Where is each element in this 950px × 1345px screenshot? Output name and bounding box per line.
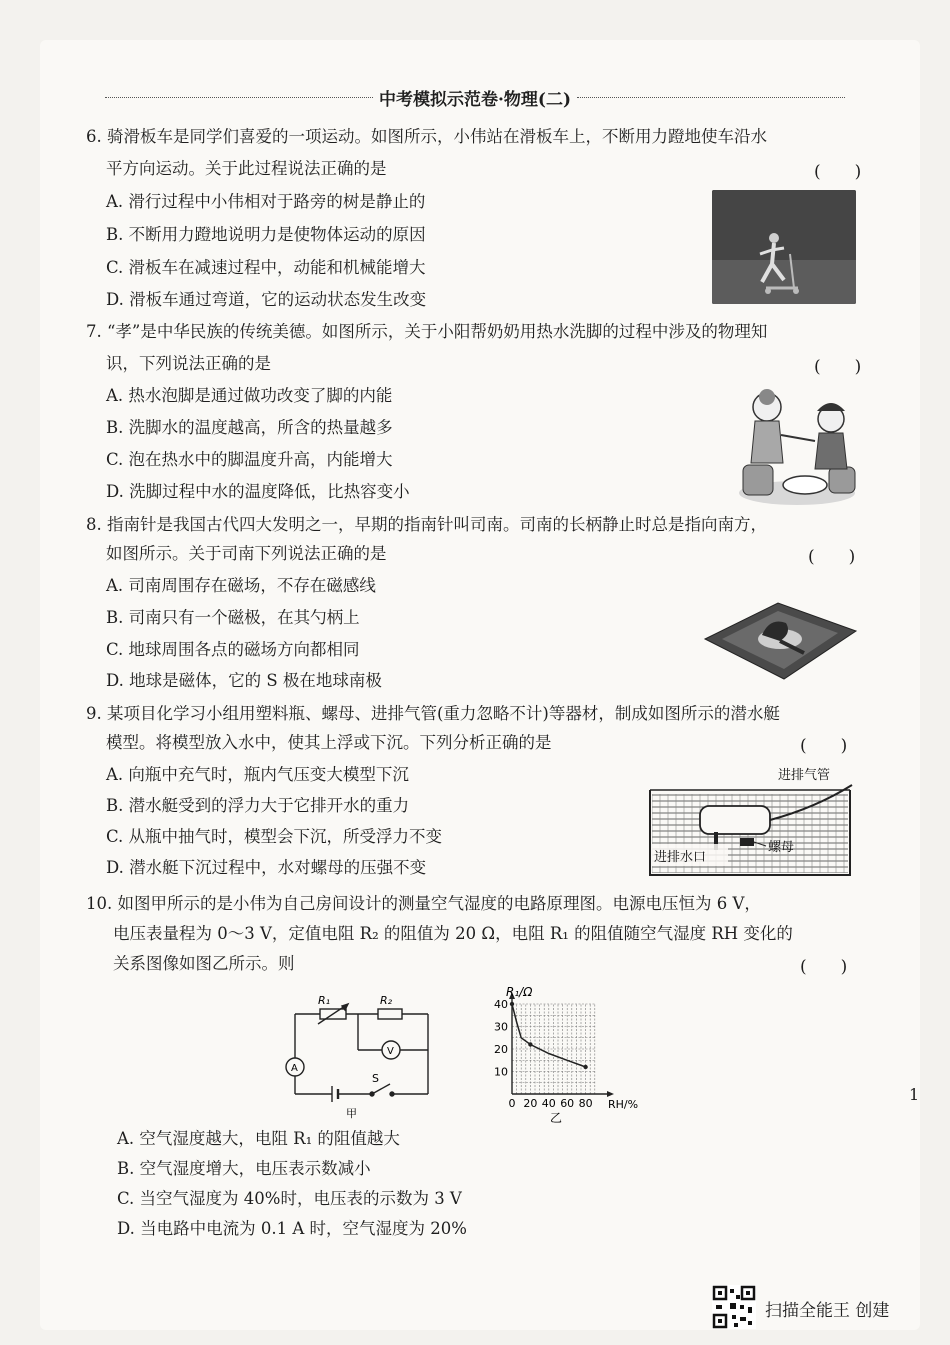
data-point [583, 1065, 587, 1069]
q10-option-c: C. 当空气湿度为 40%时，电压表的示数为 3 V [117, 1189, 462, 1208]
q7-stem-line1: 7. “孝”是中华民族的传统美德。如图所示，关于小阳帮奶奶用热水洗脚的过程中涉及的物理知 [86, 322, 768, 341]
r1-label: R₁ [318, 994, 331, 1007]
x-axis-arrow [607, 1091, 614, 1097]
foot-washing-illustration [735, 385, 860, 510]
q9-stem-line2: 模型。将模型放入水中，使其上浮或下沉。下列分析正确的是 [106, 733, 552, 752]
q9-option-b: B. 潜水艇受到的浮力大于它排开水的重力 [106, 796, 410, 815]
header-dots-left [105, 97, 373, 98]
q8-stem-line1: 8. 指南针是我国古代四大发明之一，早期的指南针叫司南。司南的长柄静止时总是指向南方， [86, 515, 767, 534]
header-dots-right [577, 97, 845, 98]
data-point [510, 1002, 514, 1006]
r2-label: R₂ [380, 994, 393, 1007]
q10-answer-paren: ( ) [800, 957, 848, 977]
circuit-diagram-jia [270, 990, 440, 1120]
q6-stem-line2: 平方向运动。关于此过程说法正确的是 [106, 159, 387, 178]
page-number: 1 [909, 1085, 920, 1104]
q8-option-b: B. 司南只有一个磁极，在其勺柄上 [106, 608, 360, 627]
chart-ticks [494, 998, 593, 1110]
x-tick-label: 40 [541, 1097, 556, 1110]
x-tick-label: 0 [508, 1097, 516, 1110]
scooter-photo [712, 190, 856, 304]
q7-option-d: D. 洗脚过程中水的温度降低，比热容变小 [106, 482, 410, 501]
chart-grid [512, 1004, 595, 1094]
compass-sinan-illustration [700, 595, 860, 685]
q10-stem-line1: 10. 如图甲所示的是小伟为自己房间设计的测量空气湿度的电路原理图。电源电压恒为 6 V， [86, 894, 761, 913]
q9-stem-line1: 9. 某项目化学习小组用塑料瓶、螺母、进排气管(重力忽略不计)等器材，制成如图所示的潜水艇 [86, 704, 780, 723]
submarine-model-figure [640, 760, 860, 885]
q9-option-d: D. 潜水艇下沉过程中，水对螺母的压强不变 [106, 858, 427, 877]
q7-option-b: B. 洗脚水的温度越高，所含的热量越多 [106, 418, 393, 437]
q8-stem-line2: 如图所示。关于司南下列说法正确的是 [106, 544, 387, 563]
x-tick-label: 80 [578, 1097, 593, 1110]
q7-option-c: C. 泡在热水中的脚温度升高，内能增大 [106, 450, 393, 469]
resistance-humidity-chart [470, 982, 660, 1132]
q6-option-d: D. 滑板车通过弯道，它的运动状态发生改变 [106, 290, 427, 309]
page-title: 中考模拟示范卷·物理(二) [379, 89, 572, 110]
q6-option-a: A. 滑行过程中小伟相对于路旁的树是静止的 [106, 192, 426, 211]
chart-axes [509, 992, 614, 1097]
q10-option-d: D. 当电路中电流为 0.1 A 时，空气湿度为 20% [117, 1219, 467, 1238]
nut-label: 螺母 [768, 840, 795, 855]
q7-answer-paren: ( ) [814, 357, 862, 377]
q8-option-d: D. 地球是磁体，它的 S 极在地球南极 [106, 671, 382, 690]
q6-option-c: C. 滑板车在减速过程中，动能和机械能增大 [106, 258, 426, 277]
q6-stem-line1: 6. 骑滑板车是同学们喜爱的一项运动。如图所示，小伟站在滑板车上，不断用力蹬地使车沿水 [86, 127, 767, 146]
x-tick-label: 20 [523, 1097, 538, 1110]
y-tick-label: 20 [494, 1043, 508, 1056]
q8-option-a: A. 司南周围存在磁场，不存在磁感线 [106, 576, 376, 595]
q9-option-c: C. 从瓶中抽气时，模型会下沉，所受浮力不变 [106, 827, 443, 846]
q7-stem-line2: 识，下列说法正确的是 [106, 354, 271, 373]
x-tick-label: 60 [560, 1097, 575, 1110]
inlet-label: 进排水口 [654, 850, 707, 865]
y-tick-label: 40 [494, 998, 508, 1011]
q9-answer-paren: ( ) [800, 736, 848, 756]
ammeter-symbol: A [291, 1063, 298, 1074]
q10-option-a: A. 空气湿度越大，电阻 R₁ 的阻值越大 [117, 1129, 400, 1148]
q10-option-b: B. 空气湿度增大，电压表示数减小 [117, 1159, 371, 1178]
voltmeter-symbol: V [387, 1046, 394, 1057]
qr-code-icon [712, 1285, 756, 1329]
switch-label: S [372, 1072, 379, 1085]
chart-xlabel: RH/% [608, 1098, 639, 1111]
chart-caption: 乙 [550, 1111, 563, 1125]
q10-stem-line2: 电压表量程为 0～3 V，定值电阻 R₂ 的阻值为 20 Ω，电阻 R₁ 的阻值随空气湿度 RH 变化的 [113, 924, 793, 943]
chart-ylabel: R₁/Ω [506, 985, 533, 999]
q7-option-a: A. 热水泡脚是通过做功改变了脚的内能 [106, 386, 393, 405]
pipe-label: 进排气管 [778, 768, 831, 783]
data-point [528, 1042, 532, 1046]
q9-option-a: A. 向瓶中充气时，瓶内气压变大模型下沉 [106, 765, 409, 784]
scanner-watermark: 扫描全能王 创建 [765, 1301, 890, 1321]
q8-answer-paren: ( ) [808, 547, 856, 567]
y-tick-label: 10 [494, 1065, 508, 1079]
q6-answer-paren: ( ) [814, 162, 862, 182]
circuit-caption: 甲 [346, 1107, 357, 1120]
q6-option-b: B. 不断用力蹬地说明力是使物体运动的原因 [106, 225, 426, 244]
q10-stem-line3: 关系图像如图乙所示。则 [113, 954, 295, 973]
page-header [105, 86, 845, 108]
y-tick-label: 30 [494, 1020, 508, 1034]
q8-option-c: C. 地球周围各点的磁场方向都相同 [106, 640, 360, 659]
